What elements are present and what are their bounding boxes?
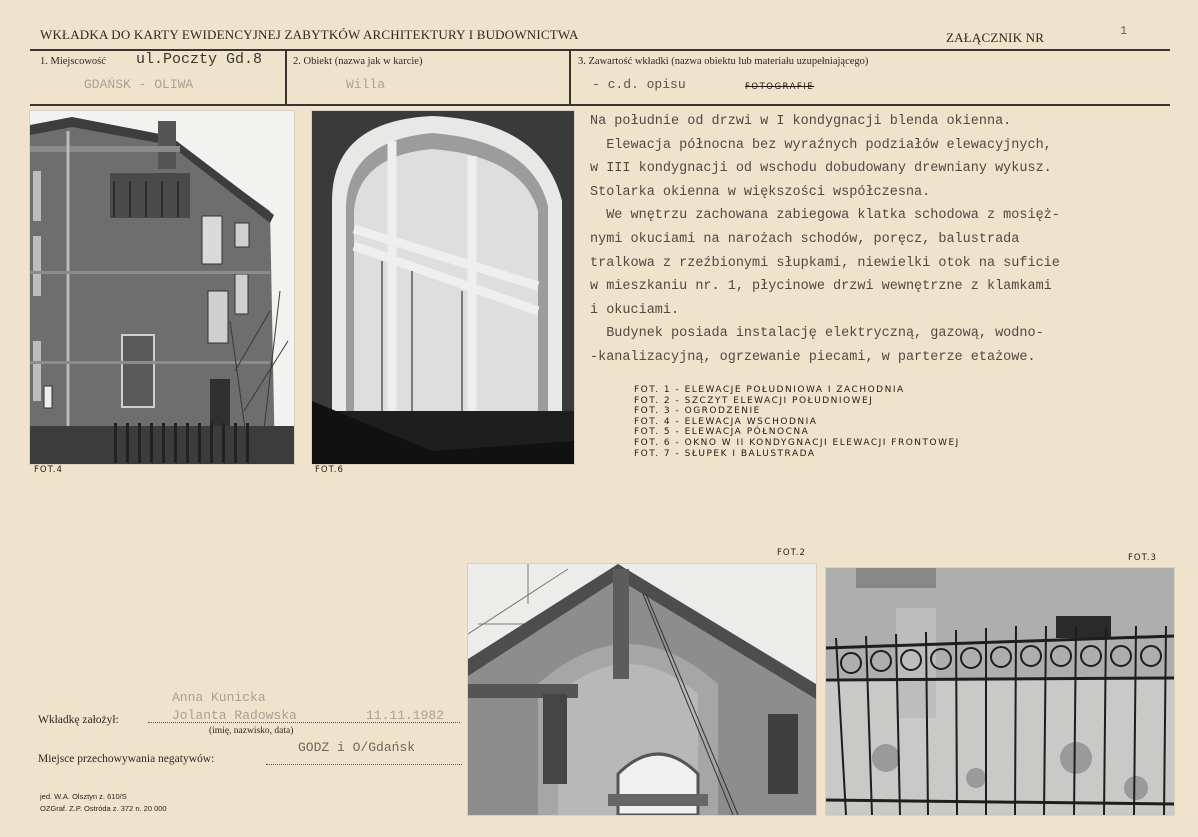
founder-date: 11.11.1982: [366, 708, 445, 723]
field-divider-2: [569, 51, 571, 104]
field-3-value: - c.d. opisu: [592, 77, 686, 92]
photo-list-item: FOT. 4 - ELEWACJA WSCHODNIA: [634, 416, 818, 427]
caption-photo-4: FOT.4: [34, 465, 63, 475]
storage-underline: [266, 764, 462, 765]
description-line: -kanalizacyjną, ogrzewanie piecami, w parterze etażowe.: [590, 349, 1036, 365]
photo-window: [311, 110, 575, 465]
field-2-value: Willa: [346, 77, 386, 92]
photo-building-east: [29, 110, 295, 465]
field-2-label: 2. Obiekt (nazwa jak w karcie): [293, 56, 423, 67]
fence-photo-graphic: [826, 568, 1174, 815]
photo-fence: [825, 567, 1175, 816]
description-block: [590, 110, 1060, 370]
description-line: w III kondygnacji od wschodu dobudowany drewniany wykusz.: [590, 161, 1052, 177]
photo-list-item: FOT. 6 - OKNO W II KONDYGNACJI ELEWACJI FRONTOWEJ: [634, 437, 960, 448]
photo-list-item: FOT. 1 - ELEWACJE POŁUDNIOWA I ZACHODNIA: [634, 385, 905, 395]
founder-underline: [148, 722, 460, 723]
description-line: Stolarka okienna w większości współczesna.: [590, 184, 931, 200]
photo-list: [634, 385, 960, 459]
founder-label: Wkładkę założył:: [38, 714, 119, 726]
caption-photo-2: FOT.2: [777, 548, 806, 558]
photo-list-item: FOT. 7 - SŁUPEK I BALUSTRADA: [634, 448, 816, 459]
field-1-label: 1. Miejscowość: [40, 56, 106, 67]
founder-name-2: Jolanta Radowska: [172, 708, 297, 723]
description-line: tralkowa z rzeźbionymi słupkami, niewielki otok na suficie: [590, 255, 1060, 271]
description-line: i okuciami.: [590, 302, 680, 318]
photo-list-item: FOT. 3 - OGRODZENIE: [634, 406, 761, 417]
field-divider-1: [285, 51, 287, 104]
print-note-2: OZGraf. Z.P. Ostróda z. 372 n. 20 000: [40, 804, 167, 813]
storage-label: Miejsce przechowywania negatywów:: [38, 753, 215, 765]
field-3-label: 3. Zawartość wkładki (nazwa obiektu lub materiału uzupełniającego): [578, 56, 869, 67]
field-rule: [30, 104, 1170, 106]
form-title: WKŁADKA DO KARTY EWIDENCYJNEJ ZABYTKÓW ARCHITEKTURY I BUDOWNICTWA: [40, 27, 579, 42]
window-photo-graphic: [312, 111, 574, 464]
description-line: Na południe od drzwi w I kondygnacji blenda okienna.: [590, 114, 1012, 129]
field-1-value: ul.Poczty Gd.8: [136, 51, 263, 68]
photo-list-item: FOT. 5 - ELEWACJA PÓŁNOCNA: [634, 427, 810, 438]
field-1-value-2: GDAŃSK - OLIWA: [84, 77, 194, 92]
storage-value: GODZ i O/Gdańsk: [298, 740, 416, 755]
founder-name-1: Anna Kunicka: [172, 690, 266, 705]
attachment-number: 1: [1120, 24, 1128, 38]
photo-gable: [467, 563, 817, 816]
description-line: We wnętrzu zachowana zabiegowa klatka schodowa z mosięż-: [590, 208, 1060, 224]
description-line: nymi okuciami na narożach schodów, poręcz, balustrada: [590, 231, 1020, 247]
founder-hint: (imię, nazwisko, data): [209, 726, 294, 736]
attachment-label: ZAŁĄCZNIK NR: [946, 30, 1045, 45]
description-line: w mieszkaniu nr. 1, płycinowe drzwi wewnętrzne z klamkami: [590, 279, 1052, 295]
photo-list-item: FOT. 2 - SZCZYT ELEWACJI POŁUDNIOWEJ: [634, 395, 874, 406]
caption-photo-6: FOT.6: [315, 465, 344, 475]
description-line: Budynek posiada instalację elektryczną, gazową, wodno-: [590, 326, 1044, 342]
gable-photo-graphic: [468, 564, 816, 815]
print-note-1: jed. W.A. Olsztyn z. 610/S: [40, 792, 127, 801]
building-photo-graphic: [30, 111, 294, 464]
field-3-handwritten: FOTOGRAFIE: [745, 82, 815, 92]
caption-photo-3: FOT.3: [1128, 553, 1157, 563]
description-line: Elewacja północna bez wyraźnych podziałów elewacyjnych,: [590, 137, 1052, 153]
